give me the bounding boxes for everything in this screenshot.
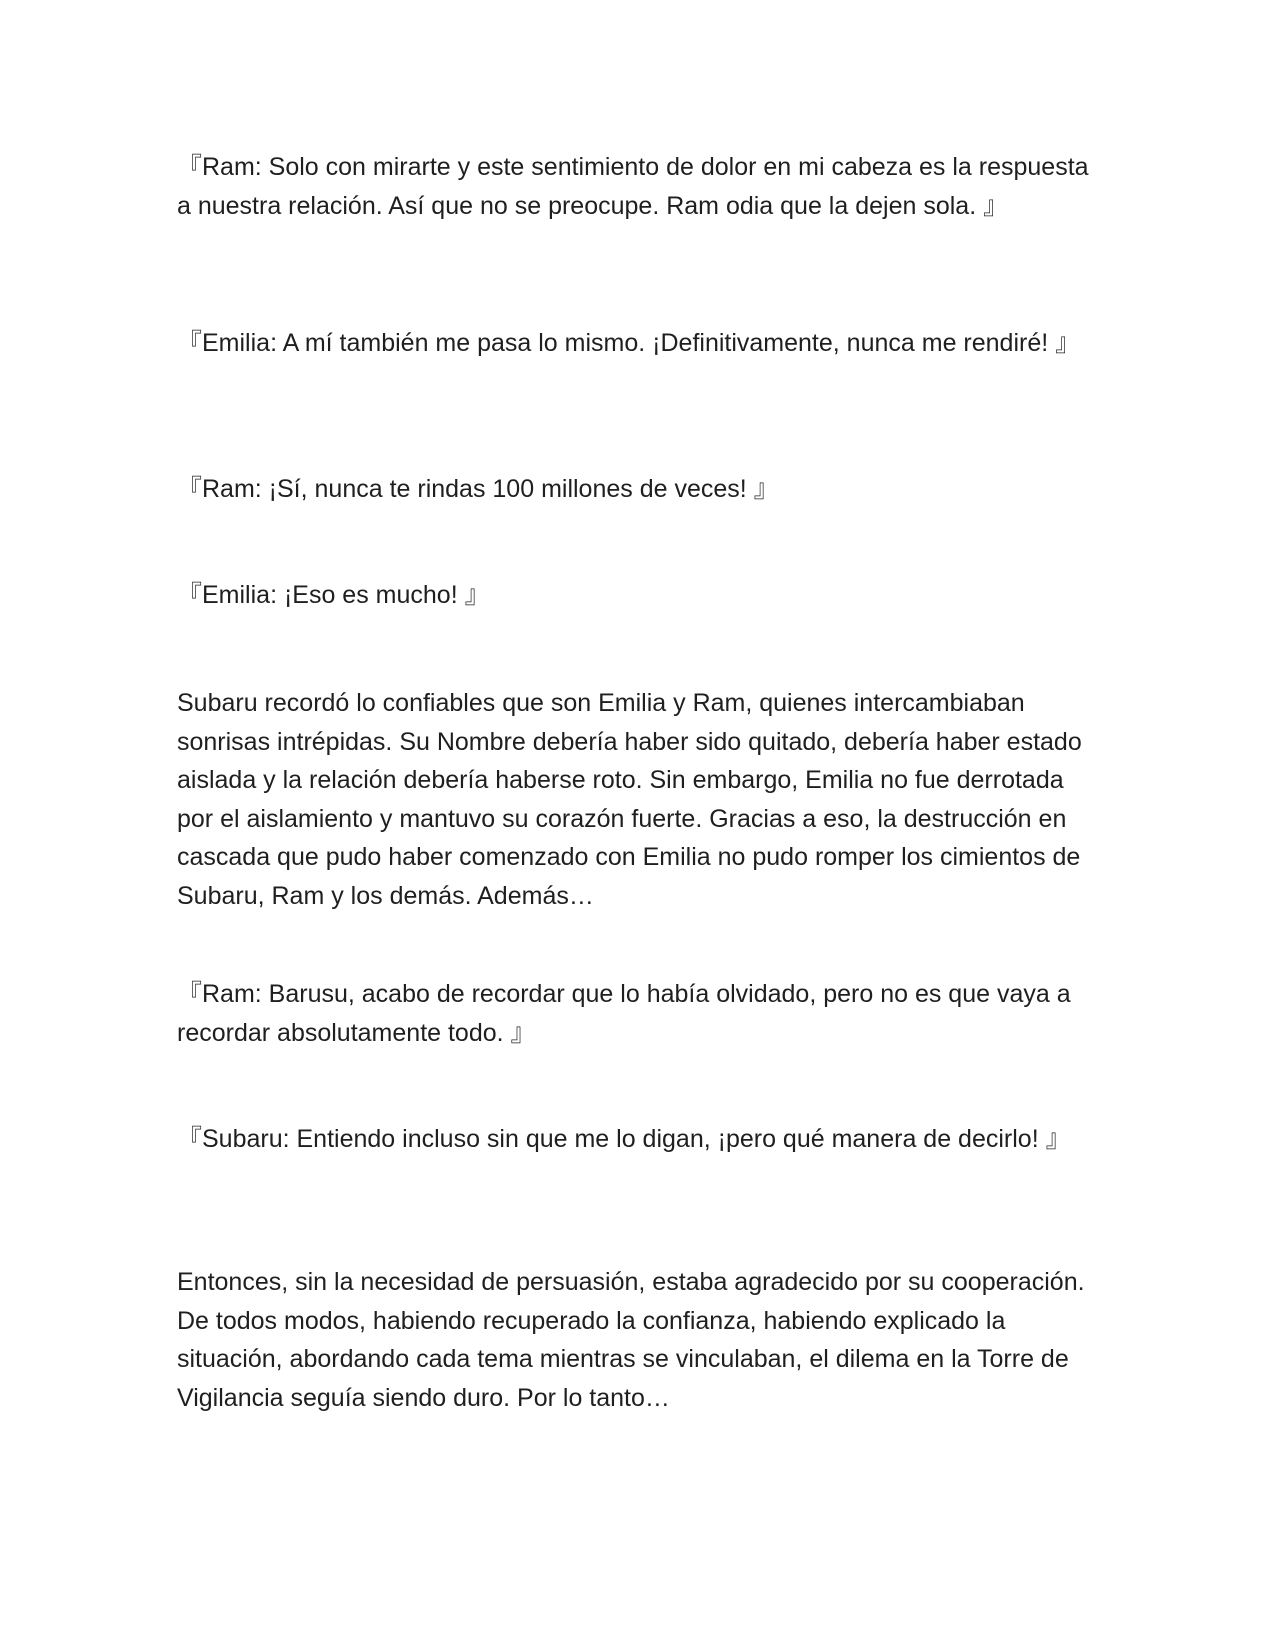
dialogue-paragraph: 『Ram: Barusu, acabo de recordar que lo había olvidado, pero no es que vaya a recordar absolutamente todo. 』	[177, 980, 1078, 1047]
dialogue-paragraph: 『Emilia: A mí también me pasa lo mismo. ¡Definitivamente, nunca me rendiré! 』	[177, 329, 1081, 357]
dialogue-paragraph: 『Ram: ¡Sí, nunca te rindas 100 millones de veces! 』	[177, 475, 779, 503]
dialogue-paragraph: 『Emilia: ¡Eso es mucho! 』	[177, 581, 490, 609]
narration-paragraph: Subaru recordó lo confiables que son Emilia y Ram, quienes intercambiaban sonrisas intrépidas. Su Nombre debería haber sido quitado, debería haber estado aislada y la relación debería haberse roto. Sin embargo, Emilia no fue derrotada por el aislamiento y mantuvo su corazón fuerte. Gracias a eso, la destrucción en cascada que pudo haber comenzado con Emilia no pudo romper los cimientos de Subaru, Ram y los demás. Además…	[177, 689, 1089, 910]
dialogue-paragraph: 『Ram: Solo con mirarte y este sentimiento de dolor en mi cabeza es la respuesta a nuestra relación. Así que no se preocupe. Ram odia que la dejen sola. 』	[177, 153, 1096, 220]
dialogue-paragraph: 『Subaru: Entiendo incluso sin que me lo digan, ¡pero qué manera de decirlo! 』	[177, 1125, 1071, 1153]
narration-paragraph: Entonces, sin la necesidad de persuasión, estaba agradecido por su cooperación. De todos modos, habiendo recuperado la confianza, habiendo explicado la situación, abordando cada tema mientras se vinculaban, el dilema en la Torre de Vigilancia seguía siendo duro. Por lo tanto…	[177, 1268, 1092, 1412]
